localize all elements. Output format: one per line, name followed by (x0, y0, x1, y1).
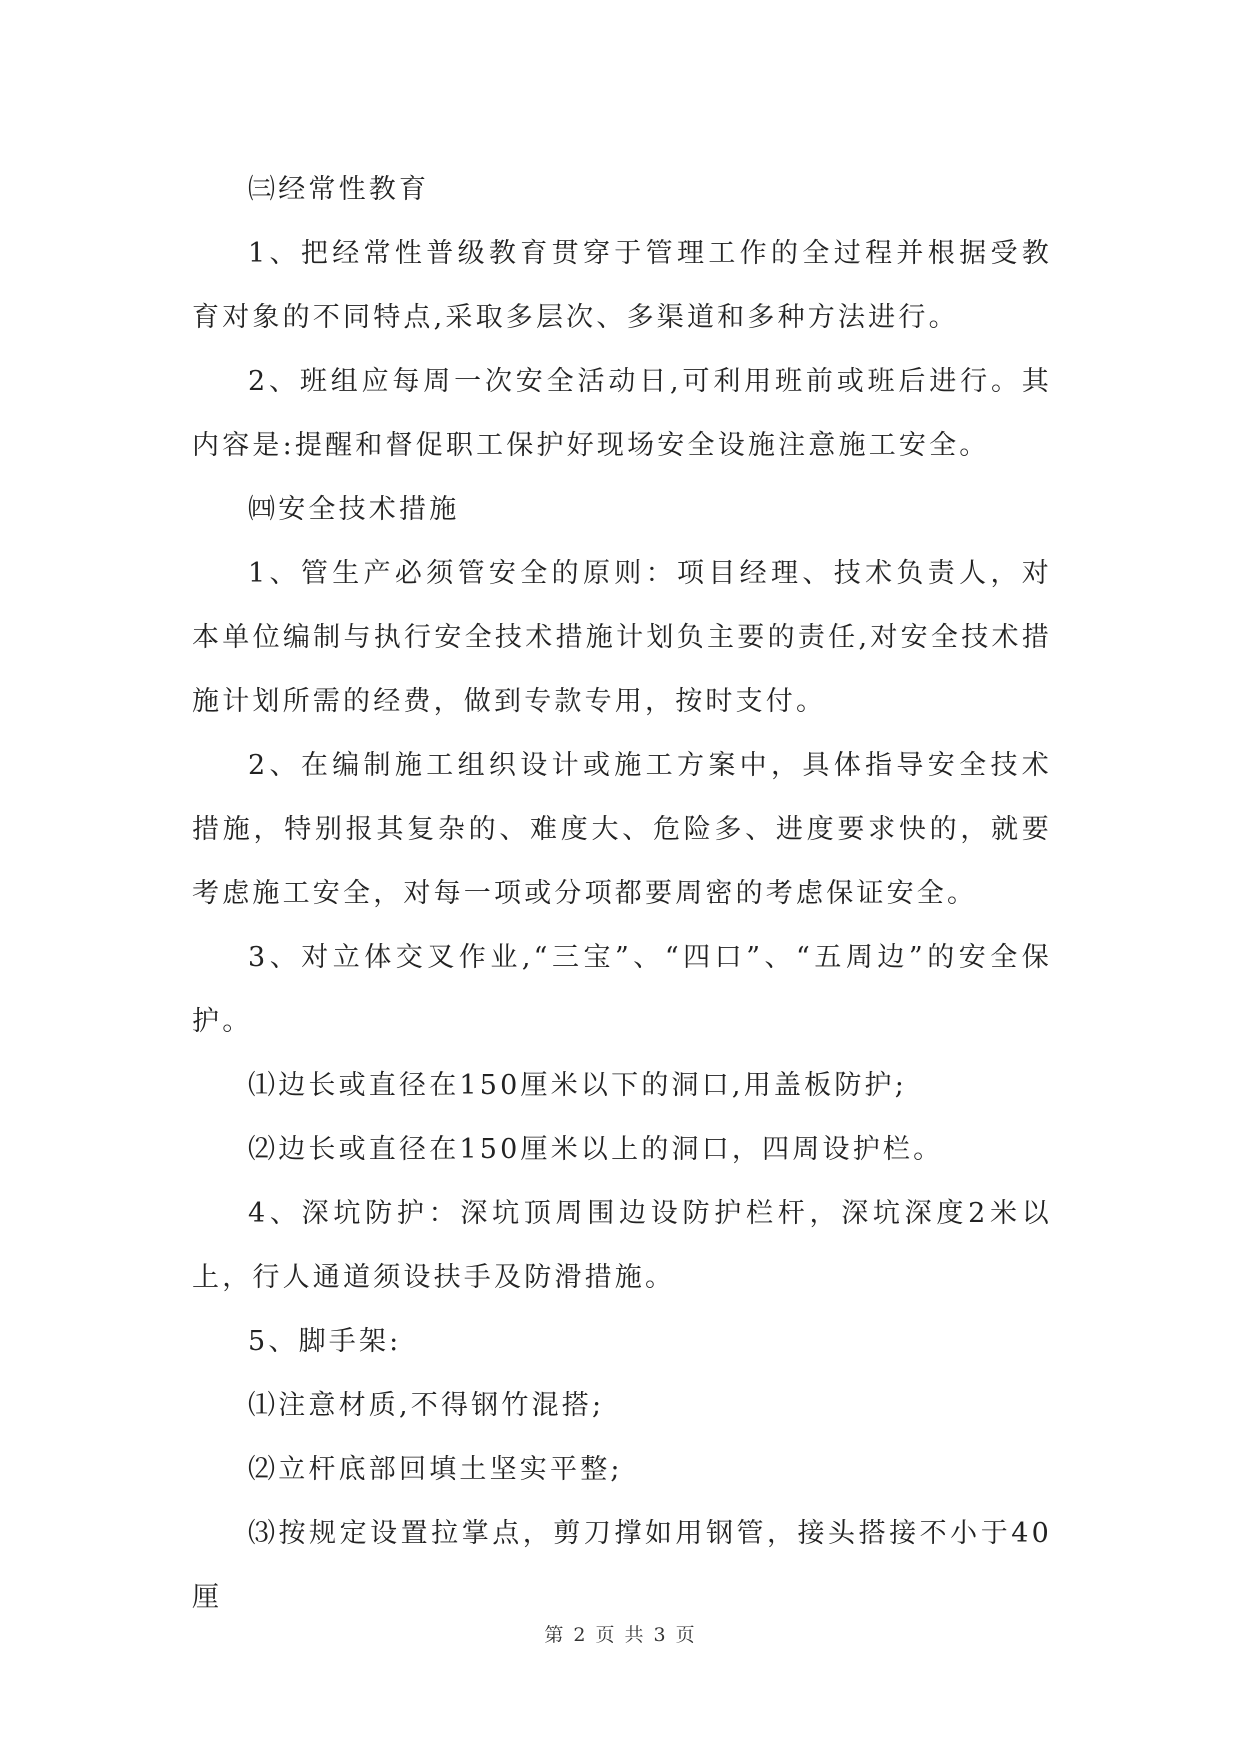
page-footer: 第 2 页 共 3 页 (544, 1624, 697, 1646)
paragraph: 3、对立体交叉作业,“三宝”、“四口”、“五周边”的安全保护。 (192, 942, 1052, 1037)
paragraph: 1、管生产必须管安全的原则：项目经理、技术负责人，对本单位编制与执行安全技术措施计划负主要的责任,对安全技术措施计划所需的经费，做到专款专用，按时支付。 (192, 558, 1052, 717)
paragraph: ⑵立杆底部回填土坚实平整; (248, 1454, 623, 1485)
paragraph: ⑴注意材质,不得钢竹混搭; (248, 1390, 605, 1421)
paragraph: ㈢经常性教育 (248, 174, 430, 205)
paragraph: ⑴边长或直径在150厘米以下的洞口,用盖板防护; (248, 1070, 908, 1101)
paragraph: 4、深坑防护：深坑顶周围边设防护栏杆，深坑深度2米以上，行人通道须设扶手及防滑措施。 (192, 1198, 1052, 1293)
document-body (192, 158, 1052, 1630)
paragraph: ㈣安全技术措施 (248, 494, 460, 525)
paragraph: 1、把经常性普级教育贯穿于管理工作的全过程并根据受教育对象的不同特点,采取多层次、多渠道和多种方法进行。 (192, 238, 1052, 333)
paragraph: ⑵边长或直径在150厘米以上的洞口，四周设护栏。 (248, 1134, 944, 1165)
paragraph: 5、脚手架: (248, 1326, 402, 1357)
paragraph: 2、在编制施工组织设计或施工方案中，具体指导安全技术措施，特别报其复杂的、难度大、危险多、进度要求快的，就要考虑施工安全，对每一项或分项都要周密的考虑保证安全。 (192, 750, 1052, 909)
paragraph: 2、班组应每周一次安全活动日,可利用班前或班后进行。其内容是:提醒和督促职工保护好现场安全设施注意施工安全。 (192, 366, 1052, 461)
paragraph: ⑶按规定设置拉掌点，剪刀撑如用钢管，接头搭接不小于40厘 (192, 1518, 1052, 1613)
